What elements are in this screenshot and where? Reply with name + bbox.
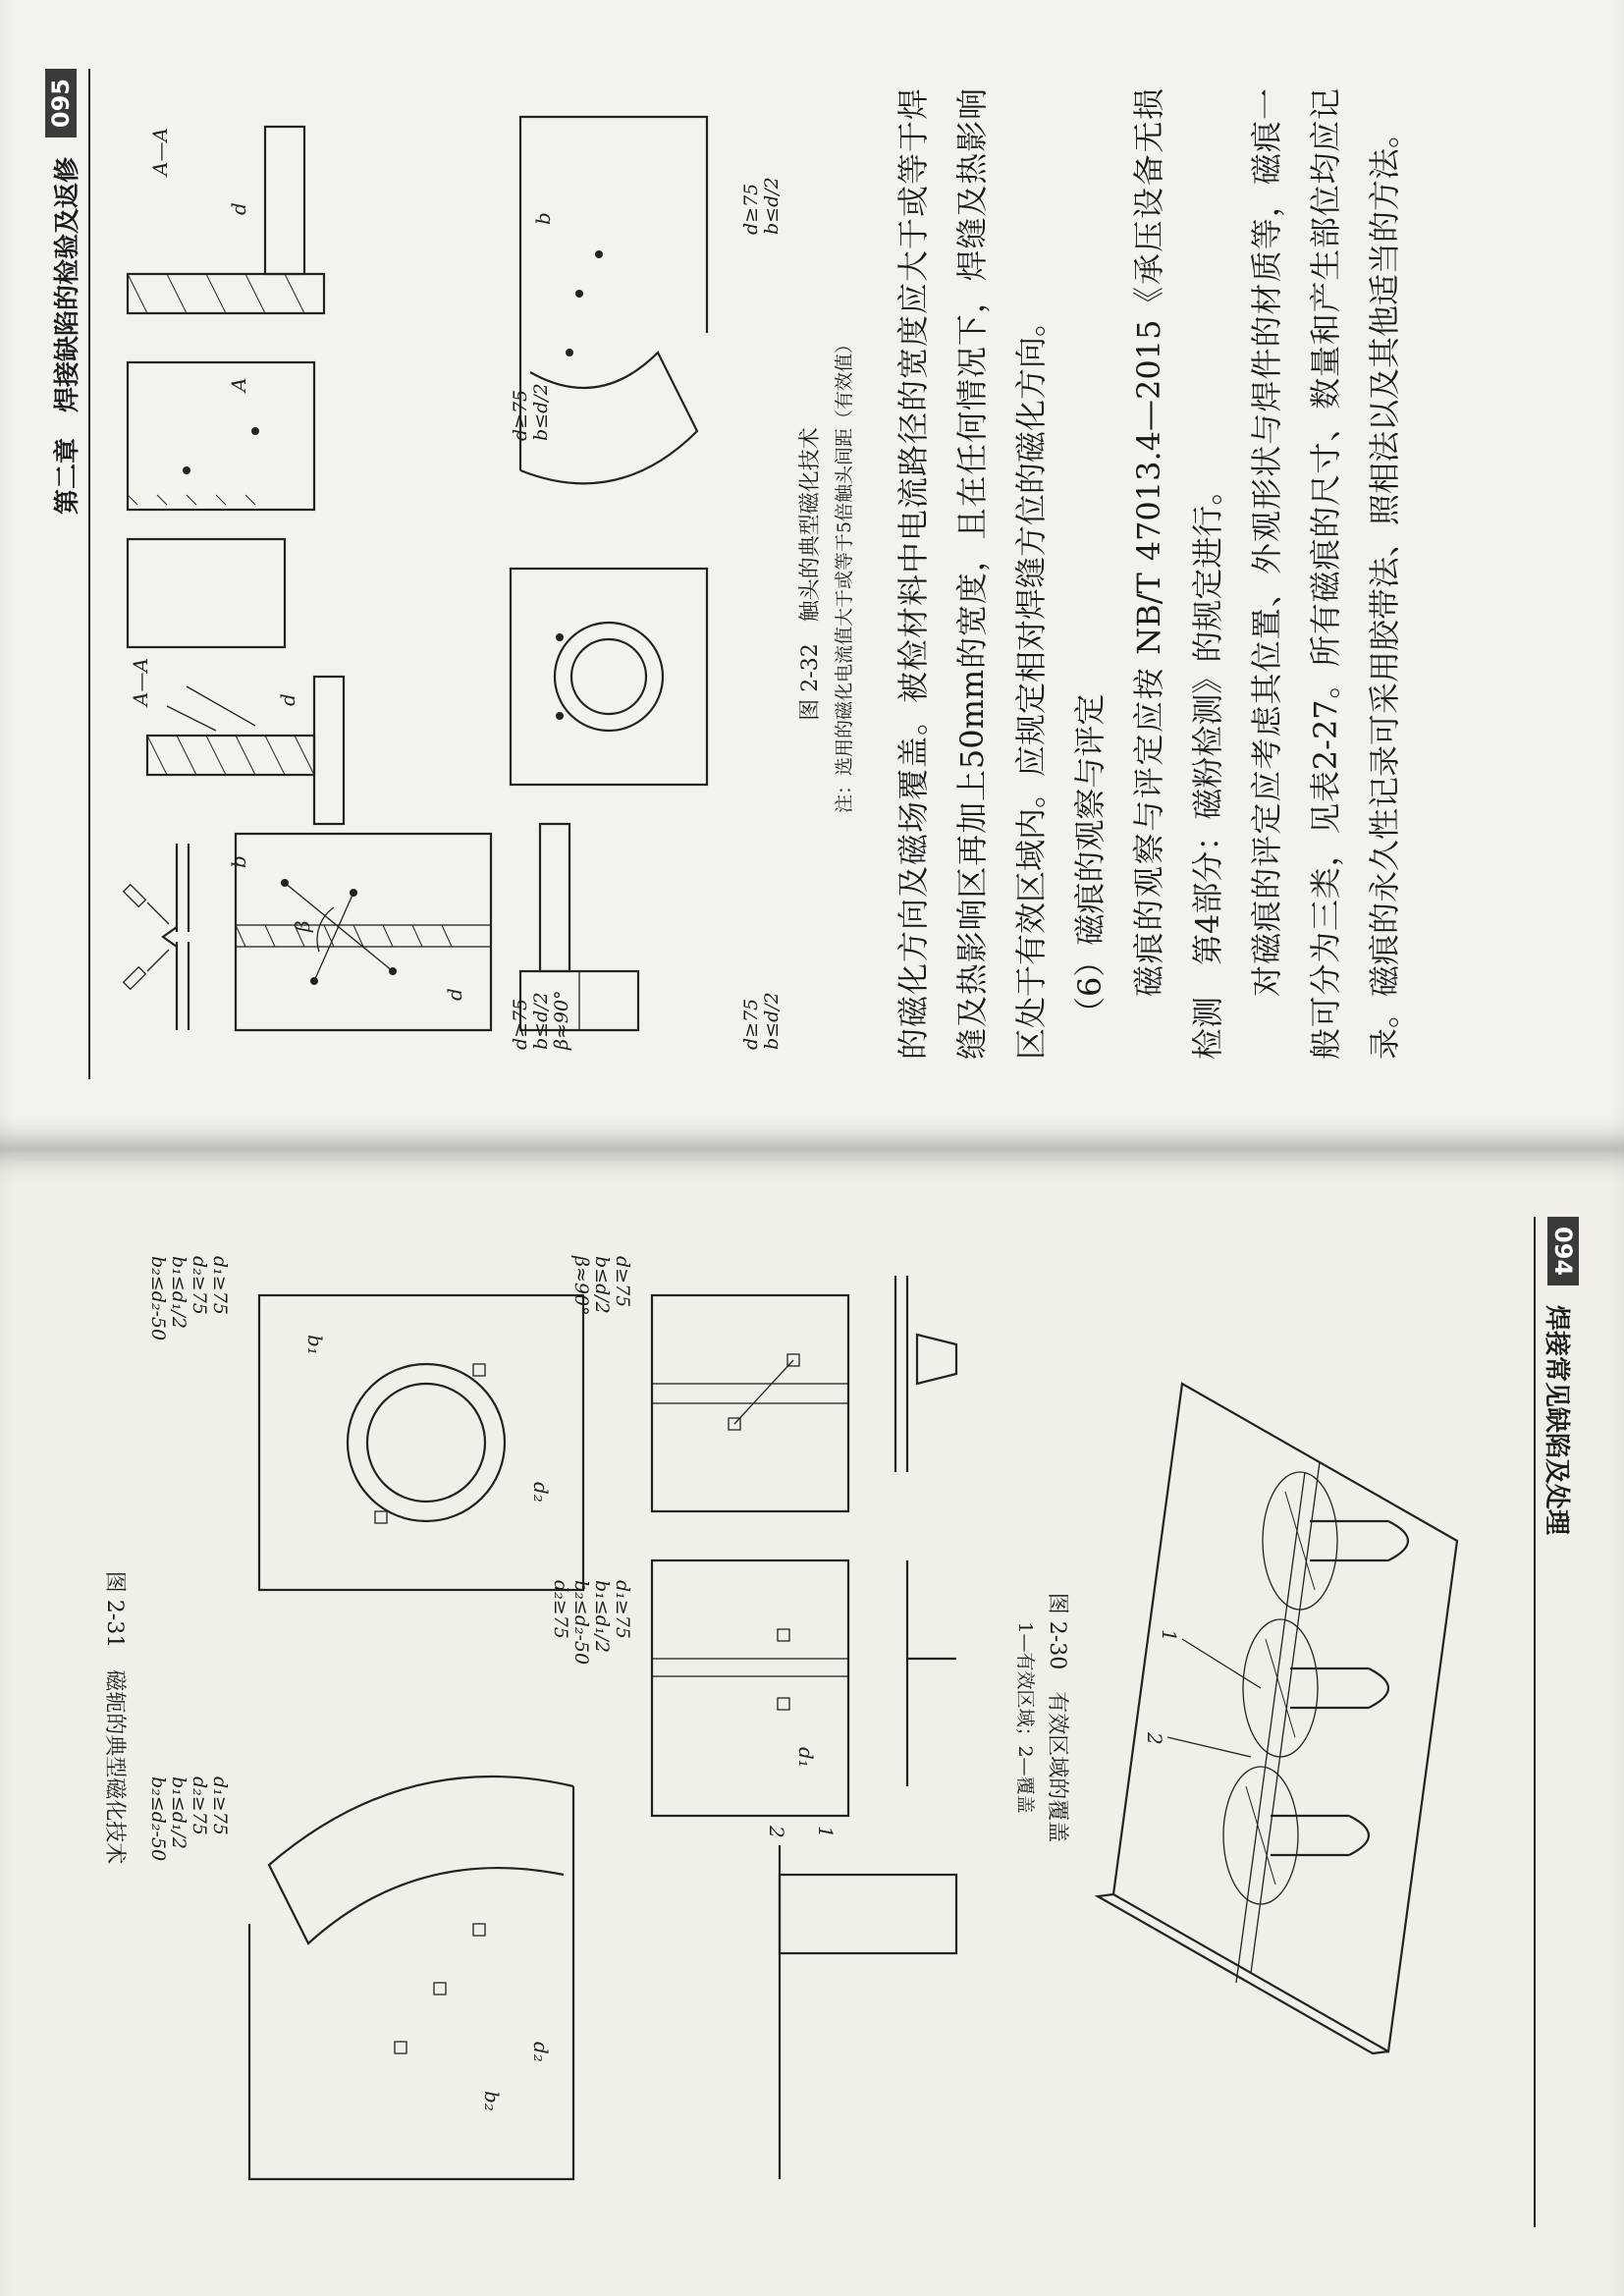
section-heading: （6）磁痕的观察与评定 [1071, 693, 1109, 1028]
d-label-2: d [276, 693, 299, 706]
conditions-d [741, 177, 783, 235]
figure-2-32-diagram [108, 78, 736, 1060]
fig31-label-2: 2 [765, 1826, 788, 1838]
d-label: d [443, 988, 466, 1001]
yoke-conditions-c [147, 1256, 230, 1340]
cond-d-1: d≥75 [740, 183, 762, 235]
b-label: b [227, 855, 250, 868]
probe-fillet-plan [128, 362, 314, 647]
yoke-cond-c-1: d₁≥75 [209, 1256, 231, 1315]
beta-label: β [291, 920, 314, 932]
yoke-cond-b-2: b₁≤d₁/2 [591, 1580, 613, 1653]
paragraph-2: 磁痕的观察与评定应按 NB/T 47013.4—2015《承压设备无损检测 第4部分：磁粉检测》的规定进行。 [1130, 88, 1226, 1060]
d1-label: d₁ [794, 1747, 818, 1768]
figure-2-30-legend: 1—有效区域；2—覆盖 [1014, 1621, 1036, 1814]
yoke-curved-plate [249, 1777, 573, 2179]
page-number-094: 094 [1547, 1217, 1579, 1285]
fig30-label-2: 2 [1143, 1732, 1166, 1745]
cond-a-1: d≥75 [510, 998, 531, 1050]
yoke-fillet-weld [652, 1560, 956, 1816]
b2-label: b₂ [480, 2091, 504, 2111]
d-label-3: d [227, 202, 250, 215]
figure-2-31-caption: 图 2-31 磁轭的典型磁化技术 [102, 1570, 127, 1865]
cond-b-2: b≤d/2 [530, 383, 552, 441]
b1-label: b₁ [303, 1335, 327, 1355]
yoke-cond-b-1: d₁≥75 [612, 1580, 633, 1639]
yoke-cond-d-3: b₁≤d₁/2 [168, 1777, 189, 1849]
figure-2-30-diagram [1084, 1344, 1506, 2091]
paragraph-3: 对磁痕的评定应考虑其位置、外观形状与焊件的材质等，磁痕一般可分为三类，见表2-27。所有磁痕的尺寸、数量和产生部位均应记录。磁痕的永久性记录可采用胶带法、照相法以及其他适当的方法。 [1248, 88, 1403, 1060]
page-header [39, 69, 90, 1079]
yoke-cond-d-4: b₂≤d₂-50 [147, 1777, 169, 1862]
yoke-cond-c-3: b₁≤d₁/2 [168, 1256, 189, 1329]
yoke-cond-c-2: d₂≥75 [189, 1256, 210, 1315]
yoke-nozzle-section [780, 1845, 956, 2179]
page-number: 095 [45, 69, 77, 137]
yoke-cond-a-2: b≤d/2 [591, 1256, 613, 1314]
page-095-body [884, 88, 1414, 1060]
figure-2-31-diagram [190, 1236, 996, 2218]
fig31-label-1: 1 [814, 1826, 838, 1838]
b-label-2: b [531, 212, 555, 225]
yoke-cond-a-1: d≥75 [612, 1256, 633, 1308]
probe-nozzle-plan [511, 569, 707, 785]
header-title: 第二章 焊接缺陷的检验及返修 [53, 157, 82, 516]
probe-t-joint [129, 658, 344, 824]
figure-2-30-caption: 图 2-30 有效区域的覆盖 [1045, 1592, 1069, 1843]
conditions-c [741, 992, 783, 1050]
yoke-cond-d-1: d₁≥75 [209, 1777, 231, 1835]
cond-a-2: b≤d/2 [530, 992, 552, 1050]
figure-2-32-caption: 图 2-32 触头的典型磁化技术 [798, 427, 823, 721]
d2-label: d₂ [529, 1482, 553, 1503]
cond-c-2: b≤d/2 [761, 992, 783, 1050]
page-header-094 [1534, 1217, 1585, 2227]
yoke-conditions-b [550, 1580, 632, 1665]
yoke-cond-a-3: β≈90° [570, 1256, 592, 1316]
probe-corner-joint [128, 127, 324, 313]
probe-butt-weld-section [124, 844, 189, 1030]
d2-label-2: d₂ [529, 2042, 553, 2062]
cond-a-3: β≈90° [551, 990, 572, 1050]
conditions-b [511, 383, 552, 441]
yoke-conditions-d [147, 1777, 230, 1861]
a-label: A [227, 377, 250, 392]
yoke-conditions-a [570, 1256, 632, 1316]
yoke-cond-c-4: b₂≤d₂-50 [147, 1256, 169, 1341]
cond-b-1: d≥75 [510, 389, 531, 441]
yoke-cond-b-4: d₂≥75 [550, 1580, 571, 1639]
section-aa-label: A—A [129, 658, 152, 706]
yoke-butt-weld [652, 1276, 956, 1511]
page-094 [0, 1148, 1624, 2296]
cond-c-1: d≥75 [740, 998, 762, 1050]
yoke-cond-b-3: b₂≤d₂-50 [570, 1580, 592, 1666]
cond-d-2: b≤d/2 [761, 177, 783, 235]
yoke-cond-d-2: d₂≥75 [189, 1777, 210, 1835]
conditions-a [511, 990, 572, 1050]
header-title-094: 焊接常见缺陷及处理 [1542, 1305, 1571, 1536]
fig30-label-1: 1 [1158, 1629, 1181, 1642]
page-094-content [0, 1148, 1624, 2296]
section-aa-label-2: A—A [148, 128, 172, 176]
paragraph-1: 的磁化方向及磁场覆盖。被检材料中电流路径的宽度应大于或等于焊缝及热影响区再加上50mm的宽度，且在任何情况下，焊缝及热影响区处于有效区域内。应规定相对焊缝方位的磁化方向。 [894, 88, 1050, 1060]
probe-butt-weld-plan [227, 834, 491, 1030]
yoke-pipe-plan [259, 1295, 583, 1590]
figure-2-32-note: 注：选用的磁化电流值大于或等于5倍触头间距（有效值） [834, 334, 855, 814]
